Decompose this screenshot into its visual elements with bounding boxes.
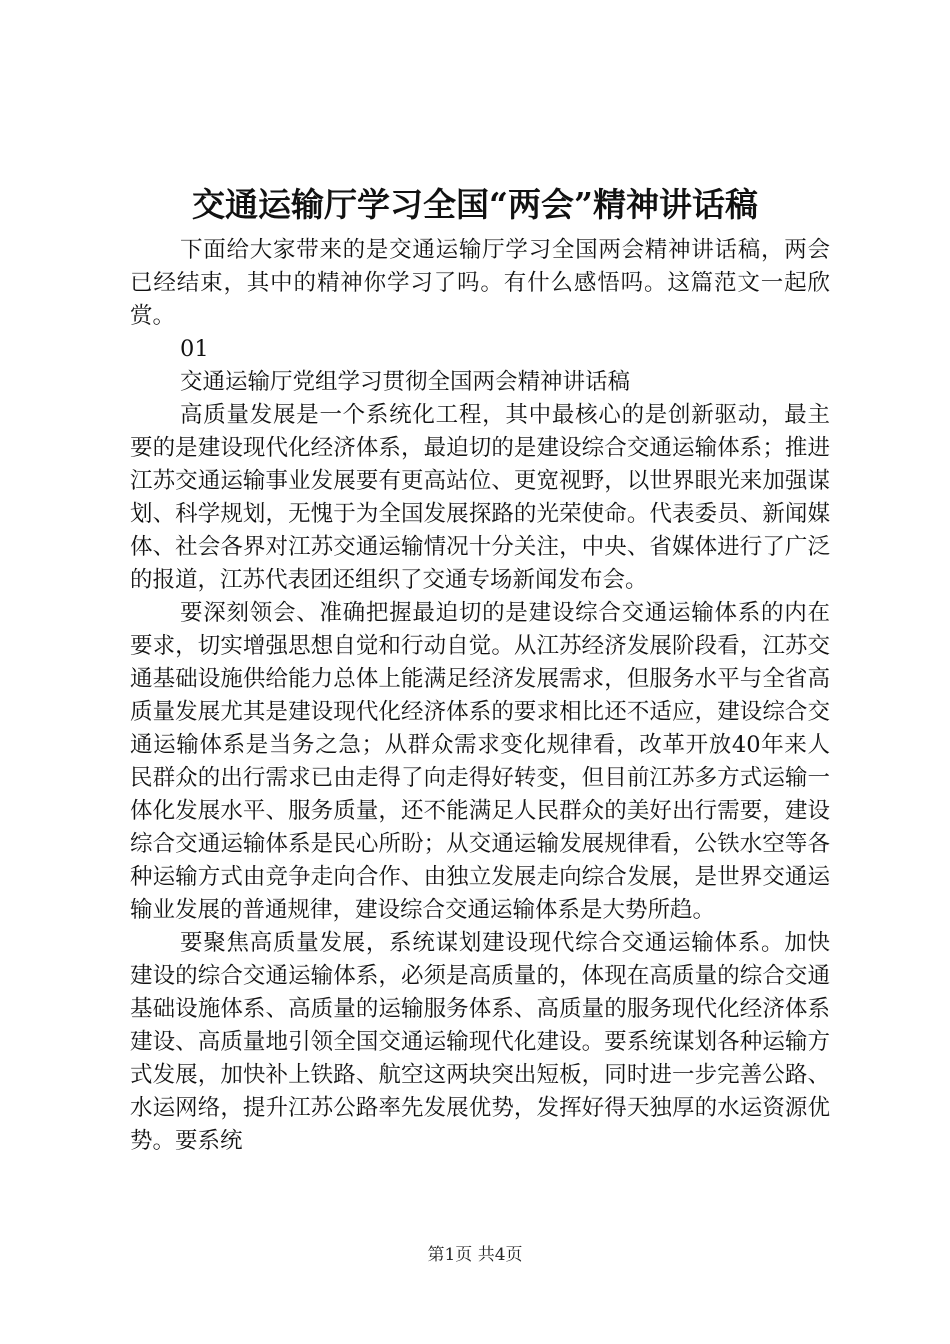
body-paragraph-3: 要聚焦高质量发展，系统谋划建设现代综合交通运输体系。加快建设的综合交通运输体系，必须是高质量的，体现在高质量的综合交通基础设施体系、高质量的运输服务体系、高质量的服务现代化经济体系建设、高质量地引领全国交通运输现代化建设。要系统谋划各种运输方式发展，加快补上铁路、航空这两块突出短板，同时进一步完善公路、水运网络，提升江苏公路率先发展优势，发挥好得天独厚的水运资源优势。要系统 xyxy=(130,930,830,1154)
intro-paragraph: 下面给大家带来的是交通运输厅学习全国两会精神讲话稿，两会已经结束，其中的精神你学习了吗。有什么感悟吗。这篇范文一起欣赏。 xyxy=(130,237,830,329)
page-footer: 第1页 共4页 xyxy=(427,1245,523,1265)
document-body xyxy=(130,234,830,1158)
document-title: 交通运输厅学习全国“两会”精神讲话稿 xyxy=(192,185,758,224)
section-marker: 01 xyxy=(180,336,209,362)
section-title: 交通运输厅党组学习贯彻全国两会精神讲话稿 xyxy=(180,369,631,395)
body-paragraph-1: 高质量发展是一个系统化工程，其中最核心的是创新驱动，最主要的是建设现代化经济体系，最迫切的是建设综合交通运输体系；推进江苏交通运输事业发展要有更高站位、更宽视野，以世界眼光来加强谋划、科学规划，无愧于为全国发展探路的光荣使命。代表委员、新闻媒体、社会各界对江苏交通运输情况十分关注，中央、省媒体进行了广泛的报道，江苏代表团还组织了交通专场新闻发布会。 xyxy=(130,402,830,593)
body-paragraph-2: 要深刻领会、准确把握最迫切的是建设综合交通运输体系的内在要求，切实增强思想自觉和行动自觉。从江苏经济发展阶段看，江苏交通基础设施供给能力总体上能满足经济发展需求，但服务水平与全省高质量发展尤其是建设现代化经济体系的要求相比还不适应，建设综合交通运输体系是当务之急；从群众需求变化规律看，改革开放40年来人民群众的出行需求已由走得了向走得好转变，但目前江苏多方式运输一体化发展水平、服务质量，还不能满足人民群众的美好出行需要，建设综合交通运输体系是民心所盼；从交通运输发展规律看，公铁水空等各种运输方式由竞争走向合作、由独立发展走向综合发展，是世界交通运输业发展的普通规律，建设综合交通运输体系是大势所趋。 xyxy=(130,600,830,923)
